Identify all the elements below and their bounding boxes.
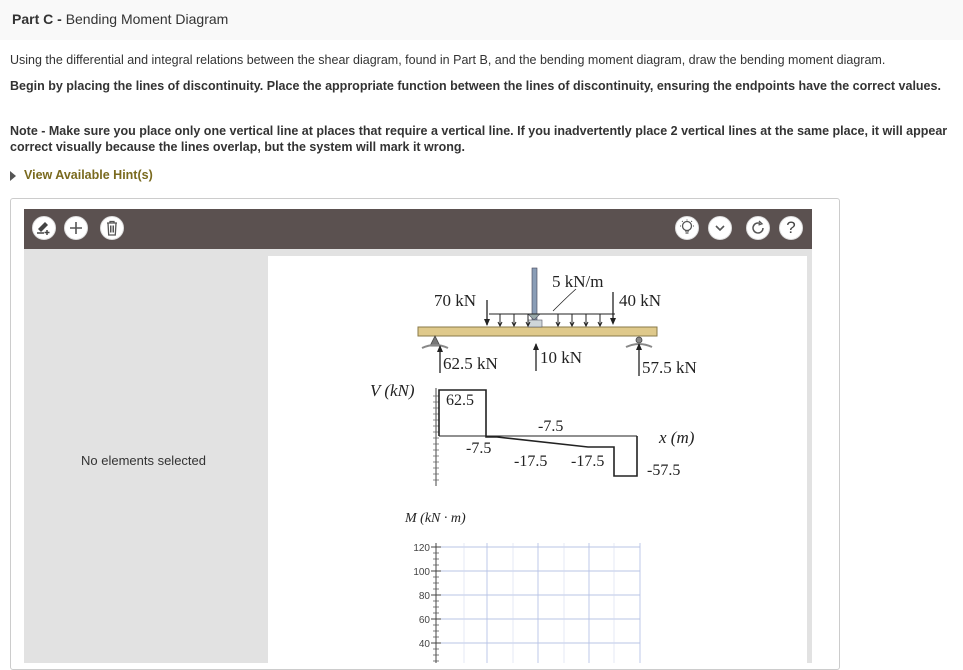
reaction-label-right: 57.5 kN [642,358,697,377]
shear-value-3: -7.5 [538,418,564,435]
part-label: Part C [12,11,54,27]
shear-value-4: -17.5 [514,453,548,470]
shear-value-1: 62.5 [446,392,474,409]
left-pin-support-icon [422,336,448,348]
part-title [12,11,228,27]
part-title-text: Bending Moment Diagram [65,11,229,27]
moment-grid[interactable] [431,543,640,663]
view-hints-label: View Available Hint(s) [24,168,153,182]
drawing-canvas[interactable] [268,256,807,663]
selection-status: No elements selected [80,453,206,468]
dropdown-icon[interactable] [708,216,732,240]
moment-tick-120: 120 [413,543,430,554]
moment-tick-60: 60 [418,615,430,626]
hint-bulb-icon[interactable] [675,216,699,240]
instruction-intro: Using the differential and integral relations between the shear diagram, found in Part B, and the bending moment diagram, draw the bending moment diagram. [10,53,886,67]
load-label-70: 70 kN [434,291,477,310]
instruction-begin: Begin by placing the lines of discontinuity. Place the appropriate function between the lines of discontinuity, ensuring the endpoints have the correct values. [10,79,941,93]
shear-value-2: -7.5 [466,440,492,457]
reaction-label-middle: 10 kN [540,348,583,367]
shear-axis-label: V (kN) [370,381,415,400]
problem-figure [268,256,807,663]
add-icon[interactable] [64,216,88,240]
shear-value-5: -17.5 [571,453,605,470]
instruction-note: Note - Make sure you place only one vertical line at places that require a vertical line. If you inadvertently place 2 vertical lines at the same place, it will appear correct visually because the lines overlap, but the system will mark it wrong. [10,124,948,154]
help-icon[interactable]: ? [779,216,803,240]
moment-tick-100: 100 [413,567,430,578]
expand-triangle-icon [10,171,16,181]
discontinuity-tool-icon[interactable] [32,216,56,240]
load-label-40: 40 kN [619,291,662,310]
part-header [0,0,963,40]
delete-icon[interactable] [100,216,124,240]
center-pin-icon [528,268,542,327]
moment-axis-label: M (kN · m) [405,511,466,526]
shear-value-6: -57.5 [647,462,681,479]
beam [418,327,657,336]
reset-icon[interactable] [746,216,770,240]
reaction-label-left: 62.5 kN [443,354,498,373]
moment-tick-80: 80 [418,591,430,602]
view-hints-link[interactable] [10,168,153,182]
part-separator: - [53,11,66,27]
distributed-load [489,289,615,326]
load-label-distributed: 5 kN/m [552,272,604,291]
shear-axis [433,388,439,486]
properties-sidebar [24,249,263,663]
drawing-toolbar [24,209,812,249]
shear-x-label: x (m) [659,428,695,447]
moment-tick-40: 40 [418,639,430,650]
